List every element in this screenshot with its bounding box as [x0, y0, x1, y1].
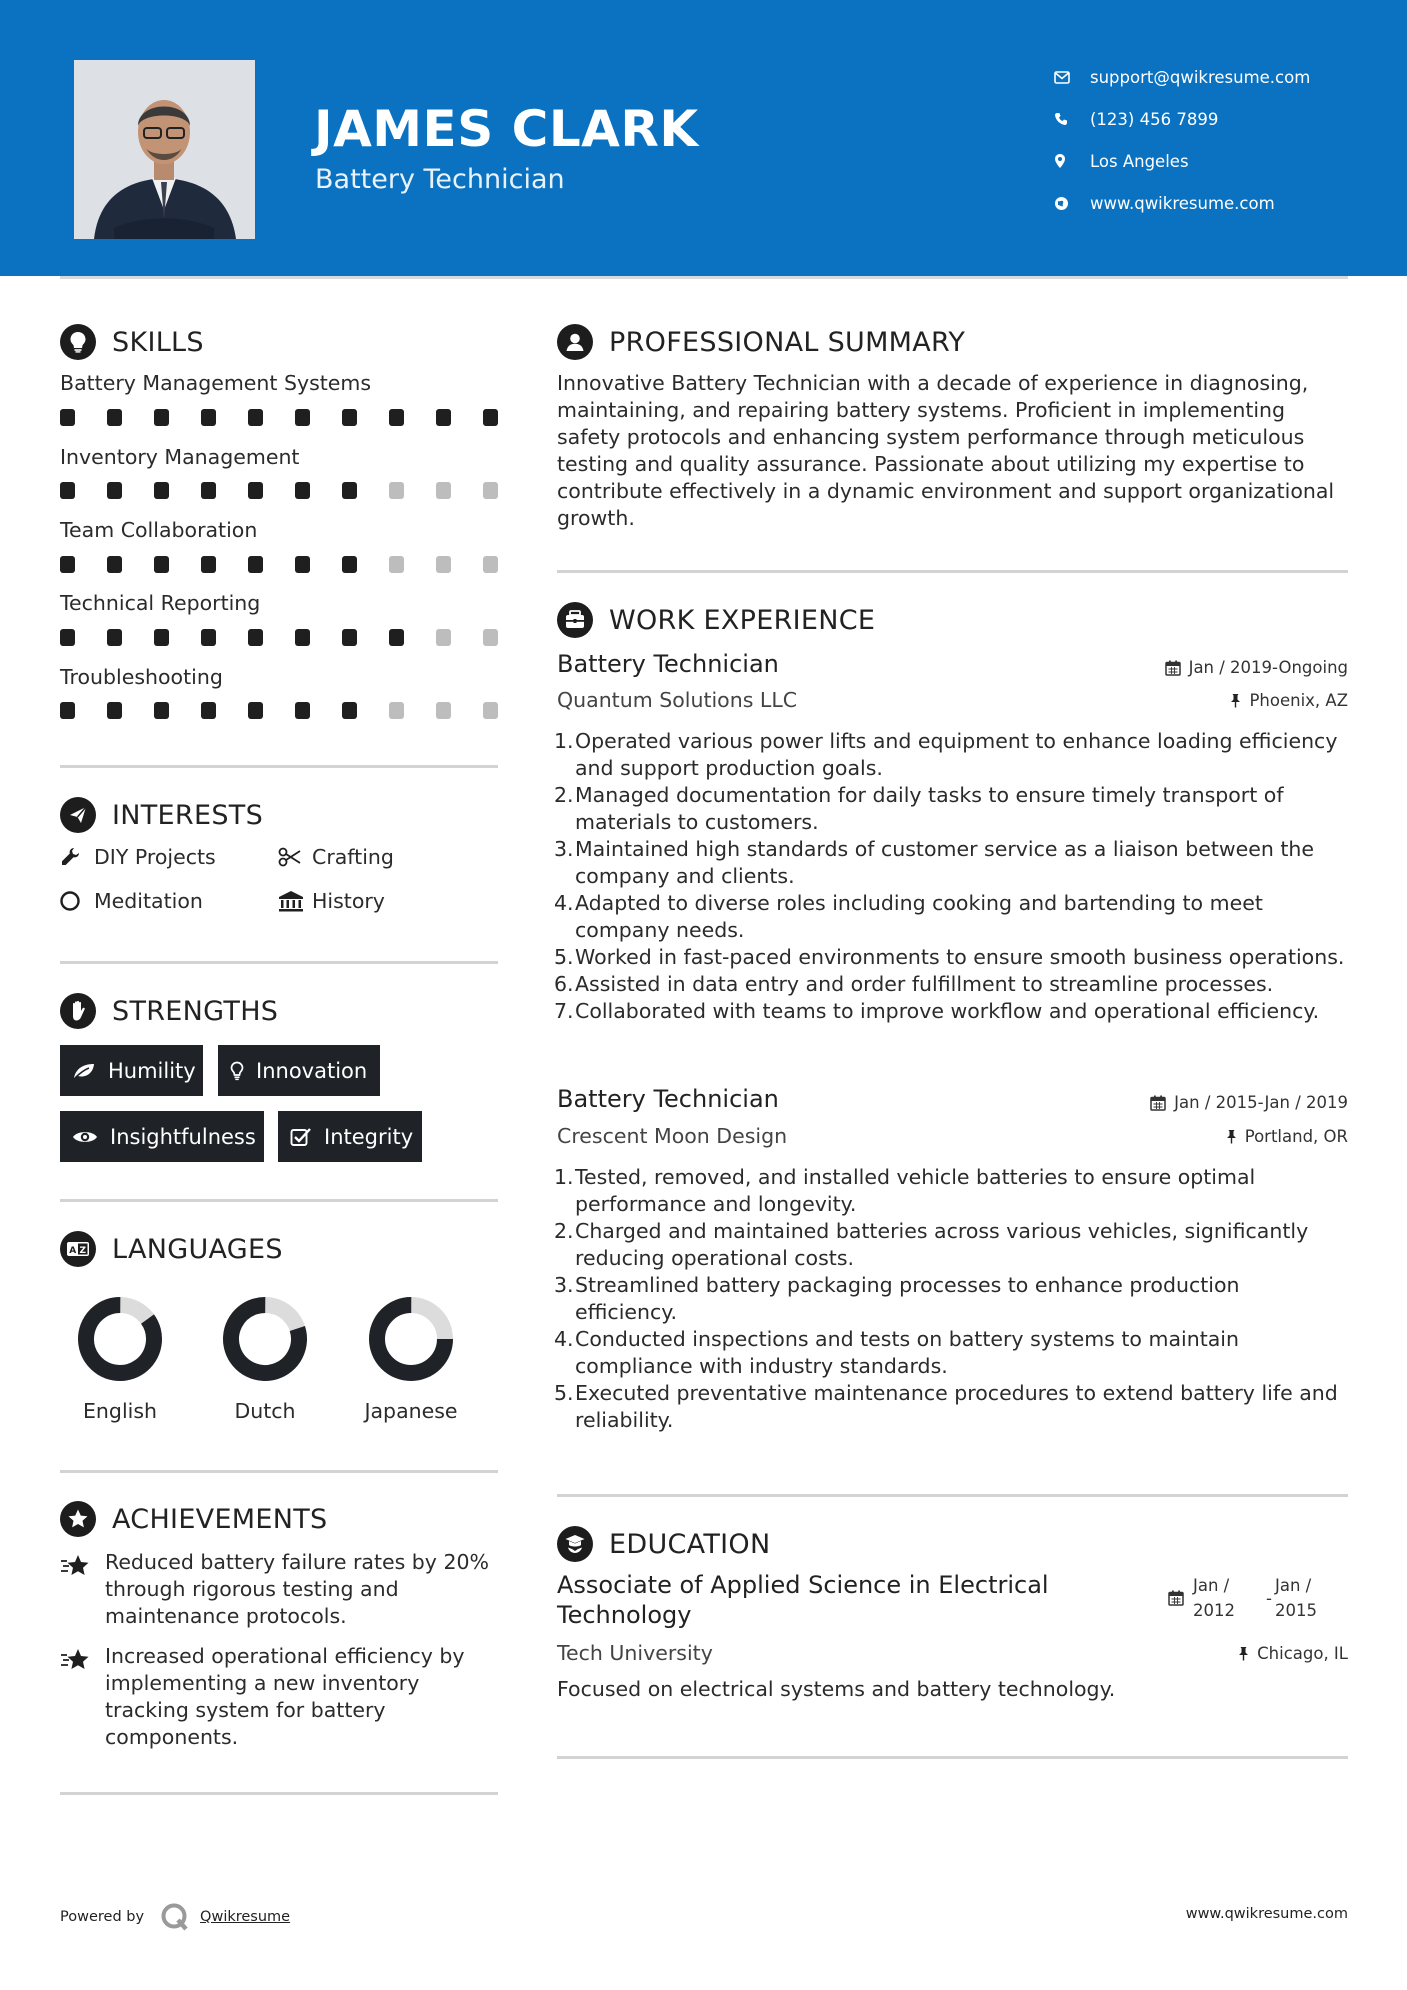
list-item: 2. Managed documentation for daily tasks to ensure timely transport of materials to customers.: [554, 783, 1284, 834]
list-item: 6. Assisted in data entry and order fulfillment to streamline processes.: [554, 972, 1274, 996]
achievement-text: Reduced battery failure rates by 20% through rigorous testing and maintenance protocols.: [105, 1550, 490, 1628]
pushpin-icon: [1238, 1646, 1249, 1661]
strength-label: Humility: [108, 1058, 196, 1083]
skill-dot: [483, 702, 498, 719]
skill-dot: [248, 556, 263, 573]
summary-text: Innovative Battery Technician with a decade of experience in diagnosing, maintaining, and repairing battery systems. Proficient in implementing safety protocols and enhancing system performance through meticulous testing and quality assurance. Passionate about utilizing my expertise to contribute effectively in a dynamic environment and support organizational growth.: [557, 371, 1335, 530]
skill-dot: [436, 629, 451, 646]
contact-email[interactable]: [1054, 56, 1394, 98]
skill-dot: [154, 556, 169, 573]
skill-dot: [483, 556, 498, 573]
list-item: 4. Adapted to diverse roles including cooking and bartending to meet company needs.: [554, 891, 1263, 942]
scissors-icon: [278, 847, 312, 867]
skill-name: Inventory Management: [60, 445, 300, 469]
skill-name: Battery Management Systems: [60, 371, 372, 395]
interests-heading-text: INTERESTS: [112, 799, 264, 831]
calendar-icon: [1165, 660, 1181, 676]
contact-website-text: www.qwikresume.com: [1090, 193, 1275, 213]
qwikresume-link[interactable]: Qwikresume: [200, 1909, 291, 1925]
skill-dot: [60, 409, 75, 426]
strength-tag: [60, 1045, 203, 1096]
skill-dot: [342, 409, 357, 426]
list-item: 1. Operated various power lifts and equipment to enhance loading efficiency and support production goals.: [554, 729, 1338, 780]
skill-dot: [201, 556, 216, 573]
lightbulb-icon: [230, 1061, 244, 1081]
graduate-icon: [557, 1526, 593, 1562]
skill-level-dots: [60, 409, 500, 427]
skill-level-dots: [60, 556, 500, 574]
strength-tag: [60, 1111, 264, 1162]
skill-dot: [154, 702, 169, 719]
skill-dot: [201, 702, 216, 719]
skill-dot: [248, 482, 263, 499]
resume-header: [0, 0, 1407, 276]
skill-dot: [483, 482, 498, 499]
job-location: [1226, 1127, 1348, 1146]
skill-dot: [107, 409, 122, 426]
skill-dot: [436, 702, 451, 719]
skill-dot: [60, 482, 75, 499]
language-proficiency-arc: [73, 1294, 168, 1384]
education-location: [1238, 1644, 1348, 1663]
skill-dot: [436, 482, 451, 499]
envelope-icon: [1054, 71, 1090, 84]
skill-name: Troubleshooting: [60, 665, 223, 689]
job-date: [1150, 1093, 1348, 1112]
section-divider: [60, 765, 498, 768]
language-icon: [60, 1231, 96, 1267]
education-heading-text: EDUCATION: [609, 1528, 771, 1560]
experience-heading-text: WORK EXPERIENCE: [609, 604, 876, 636]
list-item: 7. Collaborated with teams to improve workflow and operational efficiency.: [554, 999, 1320, 1023]
contact-list: [1054, 56, 1394, 224]
skill-dot: [201, 482, 216, 499]
candidate-name: JAMES CLARK: [314, 100, 699, 158]
job-duties-list: [554, 728, 1347, 1025]
star-badge-icon: [60, 1501, 96, 1537]
footer-website[interactable]: www.qwikresume.com: [1185, 1906, 1348, 1922]
list-item: 1. Tested, removed, and installed vehicle batteries to ensure optimal performance and longevity.: [554, 1165, 1256, 1216]
star-icon: [60, 1643, 105, 1751]
section-divider: [60, 1792, 498, 1795]
skill-dot: [154, 482, 169, 499]
language-proficiency-arc: [222, 1296, 308, 1382]
candidate-title: Battery Technician: [315, 164, 565, 195]
phone-icon: [1054, 112, 1090, 126]
contact-website[interactable]: [1054, 182, 1394, 224]
briefcase-icon: [557, 602, 593, 638]
interest-label: History: [312, 889, 385, 913]
circle-icon: [60, 890, 94, 912]
summary-heading: [557, 324, 965, 360]
paper-plane-icon: [60, 797, 96, 833]
strengths-heading-text: STRENGTHS: [112, 995, 279, 1027]
job-date: [1165, 658, 1348, 677]
footer-powered-by: [60, 1902, 290, 1932]
strength-label: Integrity: [324, 1124, 414, 1149]
strength-label: Innovation: [256, 1058, 368, 1083]
achievement-text: Increased operational efficiency by implementing a new inventory tracking system for battery components.: [105, 1644, 465, 1749]
museum-icon: [278, 890, 312, 912]
achievement-item: [60, 1549, 500, 1630]
job-date-text: Jan / 2019-Ongoing: [1188, 658, 1348, 677]
skill-level-dots: [60, 629, 500, 647]
skill-dot: [342, 482, 357, 499]
skill-dot: [389, 556, 404, 573]
job-location: [1230, 691, 1348, 710]
interest-item: [60, 889, 203, 913]
job-location-text: Portland, OR: [1244, 1127, 1348, 1146]
job-duties-list: [554, 1164, 1347, 1434]
profile-photo: [74, 60, 255, 239]
achievements-heading-text: ACHIEVEMENTS: [112, 1503, 328, 1535]
skill-dot: [295, 629, 310, 646]
skill-dot: [483, 409, 498, 426]
education-date-end: Jan / 2015: [1275, 1576, 1317, 1620]
job-location-text: Phoenix, AZ: [1249, 691, 1348, 710]
skill-dot: [389, 702, 404, 719]
powered-by-text: Powered by: [60, 1909, 145, 1925]
skill-dot: [107, 482, 122, 499]
skill-dot: [201, 629, 216, 646]
languages-heading-text: LANGUAGES: [112, 1233, 283, 1265]
qwikresume-logo-icon: [160, 1902, 190, 1932]
achievement-item: [60, 1643, 500, 1751]
skill-dot: [107, 629, 122, 646]
languages-heading: [60, 1231, 283, 1267]
svg-text:Z: Z: [79, 1246, 87, 1256]
skill-dot: [154, 629, 169, 646]
skill-dot: [389, 409, 404, 426]
calendar-icon: [1150, 1095, 1166, 1111]
map-pin-icon: [1054, 153, 1090, 169]
user-icon: [557, 324, 593, 360]
language-label: Dutch: [234, 1399, 296, 1423]
leaf-icon: [72, 1062, 96, 1080]
pushpin-icon: [1226, 1129, 1237, 1144]
contact-phone[interactable]: [1054, 98, 1394, 140]
skill-dot: [483, 629, 498, 646]
section-divider: [60, 1470, 498, 1473]
skill-level-dots: [60, 702, 500, 720]
pushpin-icon: [1230, 693, 1241, 708]
interest-item: [60, 845, 216, 869]
education-school: Tech University: [557, 1641, 713, 1665]
skills-heading: [60, 324, 204, 360]
education-date-start: Jan / 2012: [1193, 1576, 1235, 1620]
check-square-icon: [290, 1127, 312, 1147]
skill-dot: [60, 629, 75, 646]
list-item: 3. Maintained high standards of customer service as a liaison between the company and clients.: [554, 837, 1315, 888]
achievements-heading: [60, 1501, 328, 1537]
language-label: English: [82, 1399, 158, 1423]
skill-dot: [295, 556, 310, 573]
skill-dot: [295, 409, 310, 426]
skill-dot: [154, 409, 169, 426]
globe-icon: [1054, 196, 1090, 211]
section-divider: [557, 1756, 1348, 1759]
list-item: 4. Conducted inspections and tests on battery systems to maintain compliance with industry standards.: [554, 1327, 1239, 1378]
wrench-icon: [60, 846, 94, 868]
skill-dot: [60, 556, 75, 573]
skill-name: Team Collaboration: [60, 518, 258, 542]
strengths-heading: [60, 993, 278, 1029]
skills-heading-text: SKILLS: [112, 326, 204, 358]
strength-tag: [218, 1045, 380, 1096]
interests-heading: [60, 797, 263, 833]
language-label: Japanese: [364, 1399, 458, 1423]
job-company: Crescent Moon Design: [557, 1124, 788, 1148]
hand-icon: [60, 993, 96, 1029]
education-description: Focused on electrical systems and battery technology.: [557, 1677, 1116, 1701]
skill-level-dots: [60, 482, 500, 500]
skill-dot: [436, 556, 451, 573]
skill-dot: [342, 556, 357, 573]
interest-label: DIY Projects: [94, 845, 216, 869]
skill-dot: [60, 702, 75, 719]
skill-dot: [436, 409, 451, 426]
skill-name: Technical Reporting: [60, 591, 261, 615]
section-divider: [557, 1494, 1348, 1497]
skill-dot: [389, 482, 404, 499]
section-divider: [60, 1199, 498, 1202]
skill-dot: [201, 409, 216, 426]
contact-email-text: support@qwikresume.com: [1090, 67, 1311, 87]
job-title: Battery Technician: [557, 1085, 779, 1113]
contact-location-text: Los Angeles: [1090, 151, 1189, 171]
calendar-icon: [1168, 1590, 1184, 1610]
list-item: 5. Executed preventative maintenance procedures to extend battery life and reliability.: [554, 1381, 1338, 1432]
experience-heading: [557, 602, 875, 638]
list-item: 2. Charged and maintained batteries across various vehicles, significantly reducing operational costs.: [554, 1219, 1309, 1270]
header-divider: [60, 276, 1348, 279]
star-icon: [60, 1549, 105, 1630]
education-location-text: Chicago, IL: [1257, 1644, 1348, 1663]
skill-dot: [389, 629, 404, 646]
skill-dot: [342, 629, 357, 646]
interest-label: Meditation: [94, 889, 203, 913]
lightbulb-icon: [60, 324, 96, 360]
education-heading: [557, 1526, 770, 1562]
skill-dot: [107, 702, 122, 719]
skill-dot: [248, 409, 263, 426]
section-divider: [557, 570, 1348, 573]
skill-dot: [248, 629, 263, 646]
language-donut: [195, 1294, 335, 1388]
skill-dot: [342, 702, 357, 719]
education-degree: Associate of Applied Science in Electrical Technology: [557, 1571, 1049, 1629]
education-date-separator: -: [1266, 1589, 1272, 1608]
svg-text:A: A: [69, 1246, 77, 1256]
skill-dot: [295, 482, 310, 499]
job-title: Battery Technician: [557, 650, 779, 678]
job-company: Quantum Solutions LLC: [557, 688, 798, 712]
interest-item: [278, 889, 385, 913]
strength-label: Insightfulness: [110, 1124, 256, 1149]
contact-location: [1054, 140, 1394, 182]
list-item: 3. Streamlined battery packaging processes to enhance production efficiency.: [554, 1273, 1240, 1324]
language-donut: [50, 1294, 190, 1388]
job-date-text: Jan / 2015-Jan / 2019: [1174, 1093, 1348, 1112]
list-item: 5. Worked in fast-paced environments to ensure smooth business operations.: [554, 945, 1345, 969]
summary-heading-text: PROFESSIONAL SUMMARY: [609, 326, 966, 358]
language-donut: [341, 1294, 481, 1388]
section-divider: [60, 961, 498, 964]
strength-tag: [278, 1111, 422, 1162]
interest-label: Crafting: [312, 845, 394, 869]
skill-dot: [295, 702, 310, 719]
skill-dot: [107, 556, 122, 573]
eye-icon: [72, 1129, 98, 1145]
interest-item: [278, 845, 394, 869]
contact-phone-text: (123) 456 7899: [1090, 109, 1219, 129]
skill-dot: [248, 702, 263, 719]
